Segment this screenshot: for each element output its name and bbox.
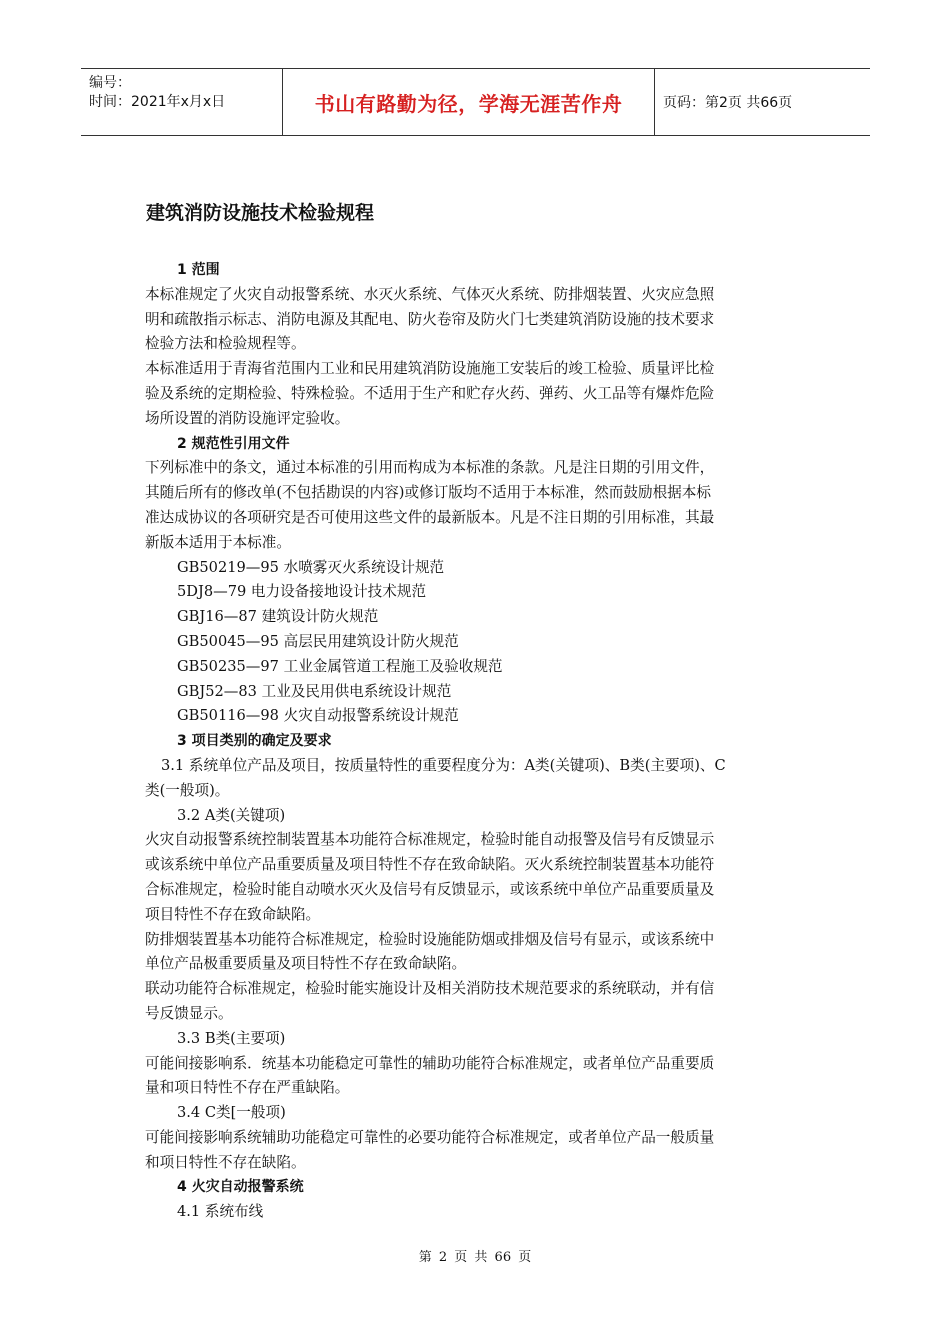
doc-number-label: 编号： <box>89 75 131 91</box>
document-body <box>145 258 810 1225</box>
document-title: 建筑消防设施技术检验规程 <box>146 202 375 224</box>
paragraph-line: 其随后所有的修改单(不包括勘误的内容)或修订版均不适用于本标准，然而鼓励根据本标 <box>145 484 711 502</box>
paragraph-line: 号反馈显示。 <box>145 1004 233 1022</box>
paragraph-line: 项目特性不存在致命缺陷。 <box>145 905 321 923</box>
paragraph-line: 本标准规定了火灾自动报警系统、水灭火系统、气体灭火系统、防排烟装置、火灾应急照 <box>145 285 715 303</box>
reference-item: GBJ52—83 工业及民用供电系统设计规范 <box>177 682 452 700</box>
paragraph-line: 检验方法和检验规程等。 <box>145 335 306 353</box>
header-left-cell <box>81 69 282 135</box>
subsection-heading: 3.2 A类(关键项) <box>177 806 286 824</box>
paragraph-line: 合标准规定，检验时能自动喷水灭火及信号有反馈显示，或该系统中单位产品重要质量及 <box>145 880 715 898</box>
date-label: 时间：2021年x月x日 <box>89 94 226 110</box>
section-heading: 3 项目类别的确定及要求 <box>177 733 332 750</box>
paragraph-line: 火灾自动报警系统控制装置基本功能符合标准规定，检验时能自动报警及信号有反馈显示 <box>145 831 715 849</box>
paragraph-line: 单位产品极重要质量及项目特性不存在致命缺陷。 <box>145 955 467 973</box>
reference-item: GB50116—98 火灾自动报警系统设计规范 <box>177 707 459 725</box>
header-table <box>81 68 870 136</box>
paragraph-line: 联动功能符合标准规定，检验时能实施设计及相关消防技术规范要求的系统联动，并有信 <box>145 980 715 998</box>
paragraph-line: 准达成协议的各项研究是否可使用这些文件的最新版本。凡是不注日期的引用标准，其最 <box>145 508 715 526</box>
subsection-heading: 4.1 系统布线 <box>177 1203 264 1221</box>
paragraph-line: 新版本适用于本标准。 <box>145 533 291 551</box>
paragraph-line: 类(一般项)。 <box>145 781 230 799</box>
paragraph-line: 防排烟装置基本功能符合标准规定，检验时设施能防烟或排烟及信号有显示，或该系统中 <box>145 930 715 948</box>
paragraph-line: 验及系统的定期检验、特殊检验。不适用于生产和贮存火药、弹药、火工品等有爆炸危险 <box>145 384 715 402</box>
section-heading: 1 范围 <box>177 262 220 278</box>
page-info: 页码：第2页 共66页 <box>663 95 793 111</box>
reference-item: GB50219—95 水喷雾灭火系统设计规范 <box>177 558 445 576</box>
reference-item: 5DJ8—79 电力设备接地设计技术规范 <box>177 583 427 601</box>
page-footer: 第 2 页 共 66 页 <box>418 1250 532 1265</box>
paragraph-line: 量和项日特性不存在严重缺陷。 <box>145 1079 350 1097</box>
paragraph-line: 或该系统中单位产品重要质量及项目特性不存在致命缺陷。灭火系统控制装置基本功能符 <box>145 856 715 874</box>
reference-item: GB50045—95 高层民用建筑设计防火规范 <box>177 632 459 650</box>
reference-item: GBJ16—87 建筑设计防火规范 <box>177 608 379 626</box>
motto-banner: 书山有路勤为径，学海无涯苦作舟 <box>282 69 655 135</box>
paragraph-line: 可能间接影响系．统基本功能稳定可靠性的辅助功能符合标准规定，或者单位产品重要质 <box>145 1054 715 1072</box>
subsection-heading: 3.3 B类(主要项) <box>177 1029 286 1047</box>
clause-line: 3.1 系统单位产品及项目，按质量特性的重要程度分为：A类(关键项)、B类(主要项)、C <box>161 756 726 774</box>
reference-item: GB50235—97 工业金属管道工程施工及验收规范 <box>177 657 503 675</box>
paragraph-line: 明和疏散指示标志、消防电源及其配电、防火卷帘及防火门七类建筑消防设施的技术要求 <box>145 310 715 328</box>
paragraph-line: 本标准适用于青海省范围内工业和民用建筑消防设施施工安装后的竣工检验、质量评比检 <box>145 360 715 378</box>
paragraph-line: 场所设置的消防设施评定验收。 <box>145 409 350 427</box>
section-heading: 2 规范性引用文件 <box>177 435 290 452</box>
subsection-heading: 3.4 C类[一般项) <box>177 1104 286 1122</box>
paragraph-line: 和项日特性不存在缺陷。 <box>145 1153 306 1171</box>
paragraph-line: 可能间接影响系统辅助功能稳定可靠性的必要功能符合标准规定，或者单位产品一般质量 <box>145 1128 715 1146</box>
section-heading: 4 火灾自动报警系统 <box>177 1179 304 1196</box>
paragraph-line: 下列标准中的条文，通过本标准的引用而构成为本标准的条款。凡是注日期的引用文件， <box>145 459 715 477</box>
